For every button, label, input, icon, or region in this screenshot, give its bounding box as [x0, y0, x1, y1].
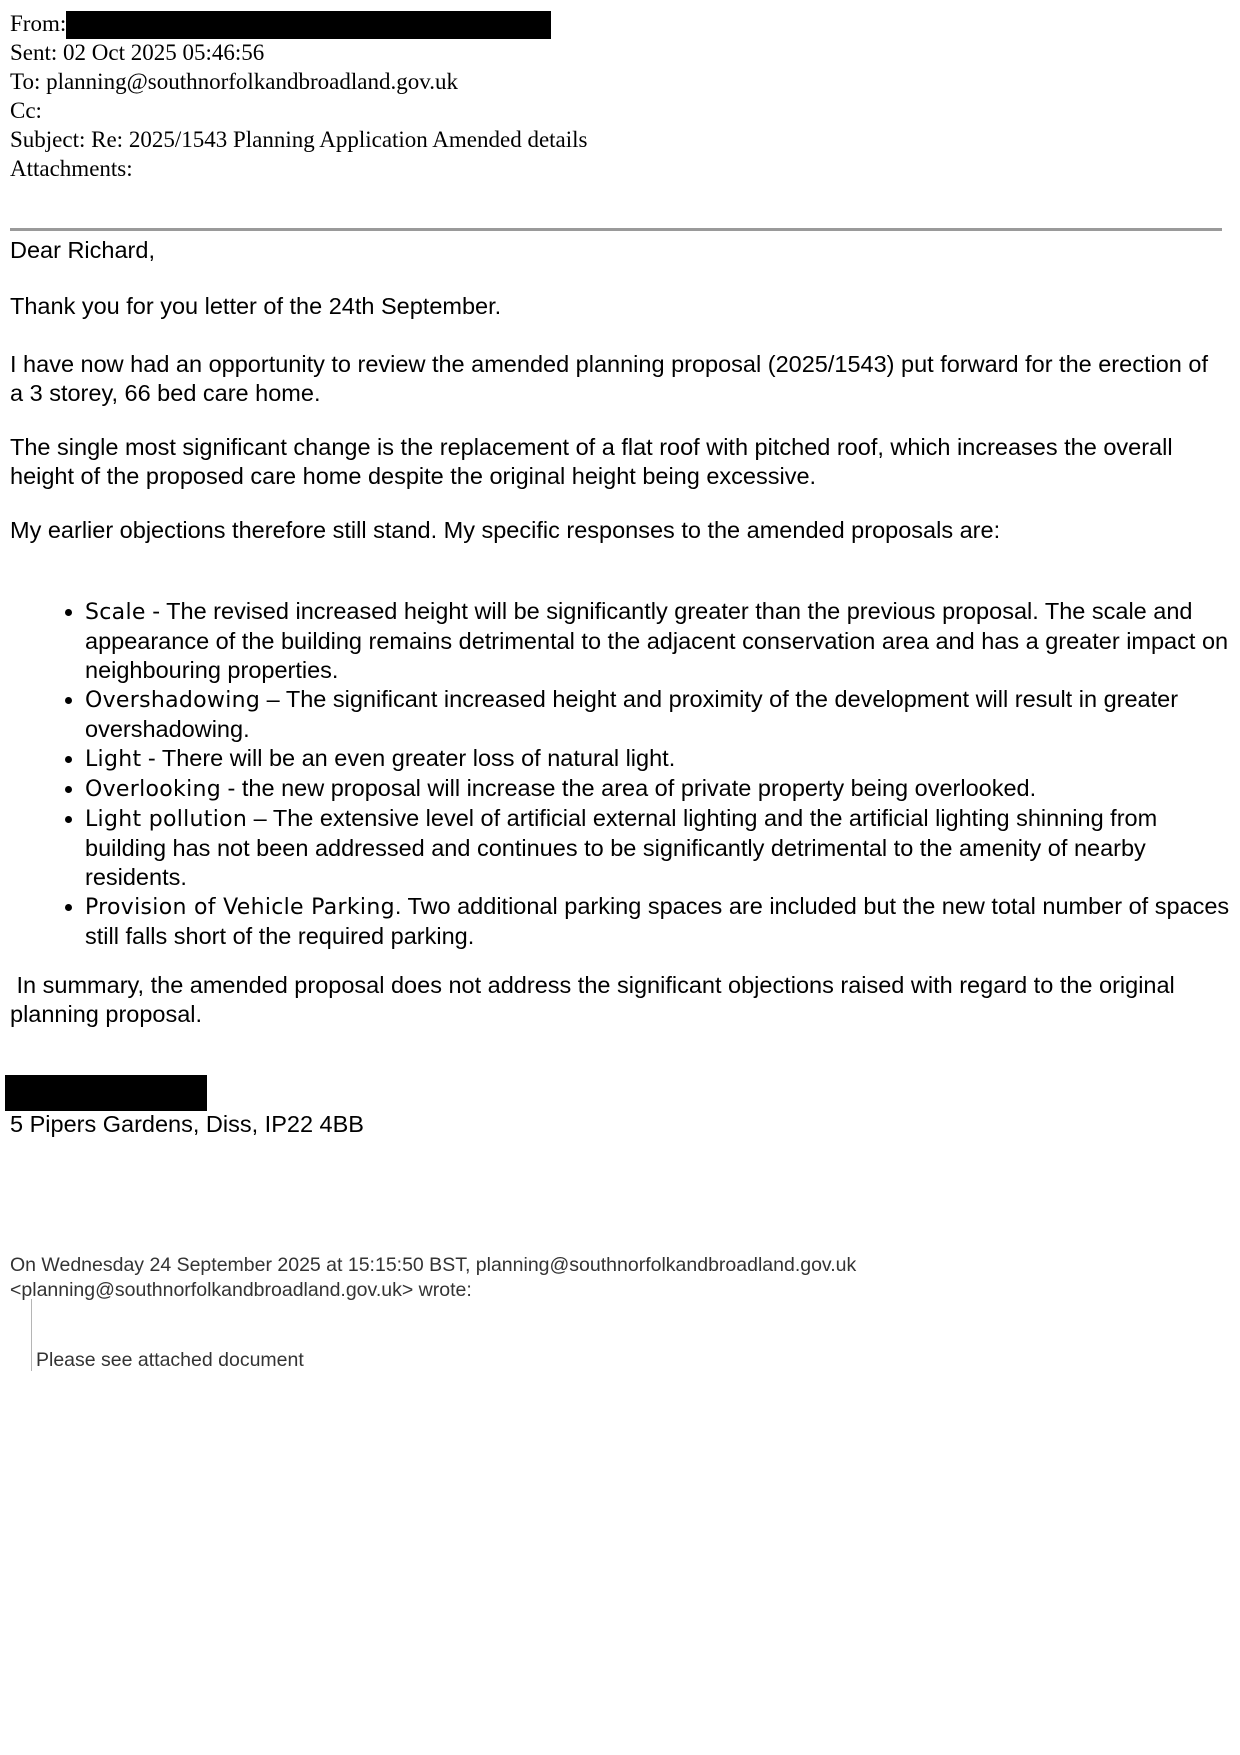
list-item [10, 744, 1232, 774]
subject-line: Subject: Re: 2025/1543 Planning Application Amended details [10, 127, 588, 152]
list-item [10, 774, 1232, 804]
greeting: Dear Richard, [10, 237, 155, 263]
quoted-message-header: On Wednesday 24 September 2025 at 15:15:50 BST, planning@southnorfolkandbroadland.gov.uk <planning@southnorfolkandbroadland.gov.uk> wrote: [10, 1254, 857, 1301]
cc-line: Cc: [10, 98, 42, 123]
to-line: To: planning@southnorfolkandbroadland.gov.uk [10, 69, 458, 94]
list-item-text: - The revised increased height will be significantly greater than the previous proposal. The scale and appearance of the building remains detrimental to the adjacent conservation area and has a greater impact on neighbouring properties. [85, 598, 1229, 683]
list-item-term: Light [85, 747, 142, 772]
list-item [10, 685, 1232, 744]
list-item-text: - the new proposal will increase the area of private property being overlooked. [221, 775, 1037, 801]
list-item-text: – The extensive level of artificial external lighting and the artificial lighting shinning from building has not been addressed and continues to be significantly detrimental to the amenity of nearby residents. [85, 805, 1158, 890]
redacted-sender [66, 11, 551, 39]
list-item-term: Overshadowing [85, 688, 261, 713]
objection-list [10, 597, 1232, 951]
list-item-term: Overlooking [85, 777, 222, 802]
redacted-signature [5, 1075, 207, 1111]
list-item [10, 804, 1232, 892]
header-divider [10, 228, 1222, 231]
paragraph-change: The single most significant change is the replacement of a flat roof with pitched roof, which increases the overall height of the proposed care home despite the original height being excessive. [10, 434, 1173, 489]
paragraph-objections: My earlier objections therefore still stand. My specific responses to the amended proposals are: [10, 517, 1001, 543]
sent-line: Sent: 02 Oct 2025 05:46:56 [10, 40, 265, 65]
email-header [10, 9, 588, 183]
list-item-term: Light pollution [85, 807, 248, 832]
paragraph-thanks: Thank you for you letter of the 24th September. [10, 293, 502, 319]
sender-address: 5 Pipers Gardens, Diss, IP22 4BB [10, 1111, 364, 1137]
from-label: From: [10, 11, 67, 36]
paragraph-summary: In summary, the amended proposal does not address the significant objections raised with regard to the original planning proposal. [10, 972, 1182, 1027]
list-item-term: Scale [85, 600, 146, 625]
list-item [10, 597, 1232, 685]
list-item-term: Provision of Vehicle Parking [85, 895, 395, 920]
from-line [10, 9, 588, 38]
list-item-text: . Two additional parking spaces are included but the new total number of spaces still falls short of the required parking. [85, 893, 1230, 949]
list-item-text: – The significant increased height and proximity of the development will result in greater overshadowing. [85, 686, 1179, 742]
list-item-text: - There will be an even greater loss of natural light. [141, 745, 676, 771]
quoted-message-body: Please see attached document [36, 1349, 304, 1371]
paragraph-review: I have now had an opportunity to review the amended planning proposal (2025/1543) put forward for the erection of a 3 storey, 66 bed care home. [10, 351, 1208, 406]
attachments-line: Attachments: [10, 156, 133, 181]
list-item [10, 892, 1232, 951]
